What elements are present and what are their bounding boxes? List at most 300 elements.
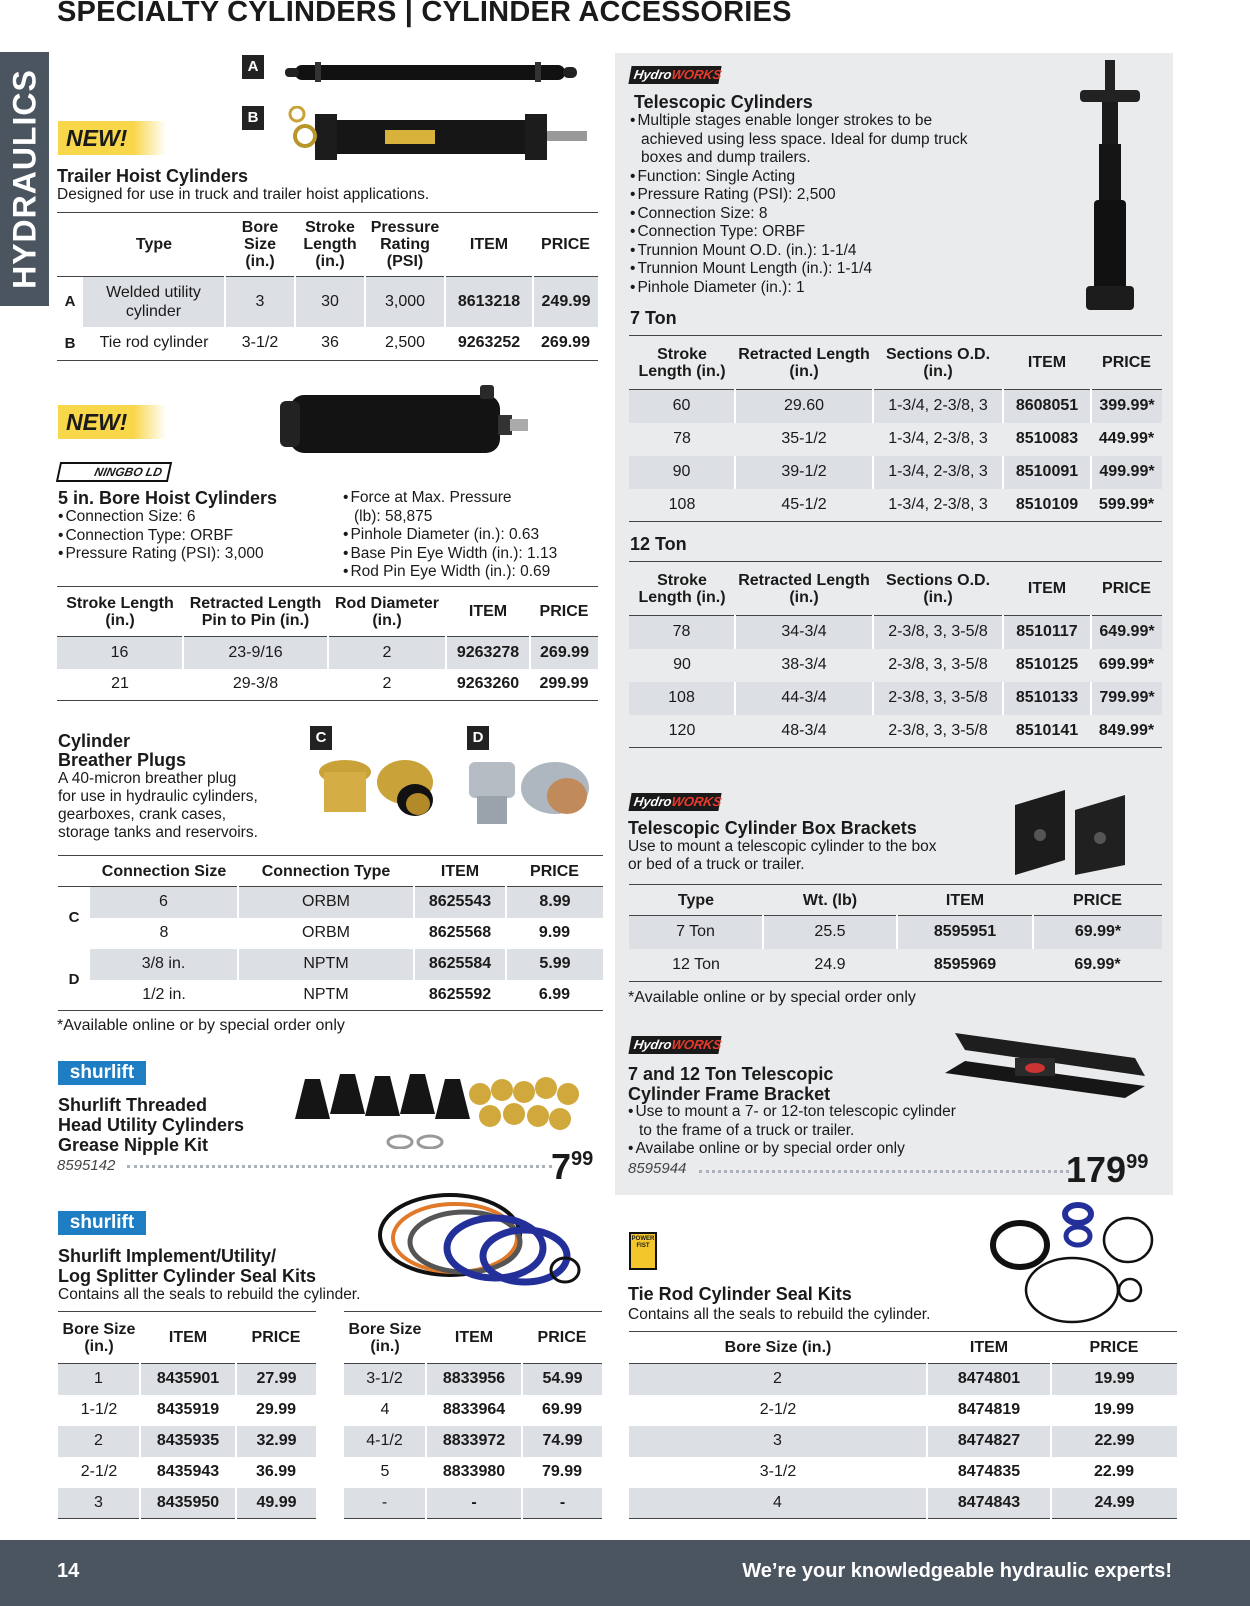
cell: 8 bbox=[159, 924, 169, 941]
bore-hoist-bullets-right bbox=[343, 489, 593, 582]
cell: 36.99 bbox=[255, 1463, 297, 1480]
cell: 12 Ton bbox=[672, 955, 720, 973]
cell: 108 bbox=[668, 495, 696, 513]
cell: 108 bbox=[629, 682, 735, 715]
cell: 8833956 bbox=[426, 1364, 522, 1395]
cell: 8435901 bbox=[140, 1364, 236, 1395]
cell: 8625568 bbox=[428, 924, 492, 941]
col-stroke: Stroke Length (in.) bbox=[638, 571, 726, 606]
table-row bbox=[57, 327, 598, 361]
desc-line: Use to mount a telescopic cylinder to the box bbox=[628, 838, 937, 855]
col-type: Type bbox=[135, 236, 173, 253]
cell: 8.99 bbox=[506, 887, 603, 918]
table-row bbox=[629, 682, 1162, 715]
col-price: PRICE bbox=[537, 1329, 587, 1346]
desc-line: gearboxes, crank cases, bbox=[58, 806, 227, 823]
cell: 79.99 bbox=[541, 1463, 583, 1480]
table-row bbox=[629, 1364, 1177, 1395]
title-line: Head Utility Cylinders bbox=[58, 1115, 245, 1135]
bullet: • Multiple stages enable longer strokes to be achieved using less space. Ideal for dump truck boxes and dump trailers. bbox=[630, 112, 998, 168]
table-row bbox=[57, 669, 598, 701]
cell: 1-3/4, 2-3/8, 3 bbox=[873, 456, 1003, 489]
cell: 8625584 bbox=[414, 949, 506, 980]
cell: 7 Ton bbox=[629, 916, 763, 949]
dotted-leader bbox=[699, 1170, 1069, 1173]
cell: 1-1/2 bbox=[80, 1401, 118, 1418]
price-cents: 99 bbox=[1126, 1151, 1149, 1173]
bullet: • Function: Single Acting bbox=[630, 168, 1010, 187]
cell: ORBM bbox=[238, 887, 414, 918]
col-item: ITEM bbox=[1027, 580, 1067, 597]
col-item: ITEM bbox=[469, 236, 509, 253]
col-conn-type: Connection Type bbox=[261, 862, 391, 880]
table-row bbox=[629, 390, 1162, 423]
cell: 249.99 bbox=[533, 277, 598, 327]
seal-kits-table-right bbox=[344, 1311, 602, 1519]
trailer-hoist-table bbox=[57, 212, 598, 361]
breather-table bbox=[58, 855, 603, 1011]
cell: 2 bbox=[58, 1426, 140, 1457]
cell: 8613218 bbox=[445, 277, 533, 327]
cell: 38-3/4 bbox=[781, 656, 827, 673]
image-label-a: A bbox=[242, 55, 264, 79]
image-label-c: C bbox=[310, 726, 332, 750]
table-row bbox=[58, 1457, 316, 1488]
col-sections: Sections O.D. (in.) bbox=[885, 571, 991, 606]
table-row bbox=[629, 649, 1162, 682]
page-number: 14 bbox=[57, 1560, 80, 1582]
cell: 269.99 bbox=[530, 637, 598, 669]
cell: 30 bbox=[295, 277, 365, 327]
cell: 2-3/8, 3, 3-5/8 bbox=[888, 721, 988, 739]
ningbo-logo: NINGBO LD bbox=[56, 462, 172, 482]
page-title: SPECIALTY CYLINDERS | CYLINDER ACCESSORIES bbox=[57, 0, 792, 28]
bullet: • Connection Size: 8 bbox=[630, 205, 1010, 224]
table-row bbox=[58, 1395, 316, 1426]
col-item: ITEM bbox=[1027, 354, 1067, 371]
telescopic-title: Telescopic Cylinders bbox=[634, 92, 813, 112]
col-price: PRICE bbox=[541, 236, 590, 253]
cell: NPTM bbox=[238, 949, 414, 980]
table-row bbox=[58, 980, 603, 1011]
table-row bbox=[58, 1426, 316, 1457]
bullet: • Pinhole Diameter (in.): 1 bbox=[630, 279, 1010, 298]
box-brackets-footnote: *Available online or by special order only bbox=[628, 989, 916, 1006]
cell: 8595969 bbox=[933, 955, 997, 973]
cell: 32.99 bbox=[236, 1426, 316, 1457]
cell: 3 bbox=[629, 1426, 927, 1457]
cell: 4 bbox=[380, 1401, 390, 1418]
tie-rod-seals-table bbox=[629, 1331, 1177, 1519]
col-price: PRICE bbox=[251, 1329, 301, 1346]
cell: 22.99 bbox=[1051, 1426, 1177, 1457]
col-price: PRICE bbox=[530, 862, 579, 880]
cell: 8625543 bbox=[414, 887, 506, 918]
cell: 8595951 bbox=[897, 916, 1033, 949]
cell: 8510133 bbox=[1003, 682, 1091, 715]
col-bore: Bore Size (in.) bbox=[62, 1320, 136, 1355]
side-tab-label: HYDRAULICS bbox=[6, 69, 42, 289]
cell: 34-3/4 bbox=[735, 616, 873, 649]
frame-bracket-image bbox=[945, 1028, 1165, 1108]
cell: 3 bbox=[225, 277, 295, 327]
cell: - bbox=[522, 1488, 602, 1519]
bullet: • Pinhole Diameter (in.): 0.63 bbox=[343, 526, 593, 545]
hydroworks-logo: HydroWORKS bbox=[628, 793, 721, 811]
col-retracted: Retracted Length (in.) bbox=[738, 345, 870, 380]
col-retracted: Retracted Length Pin to Pin (in.) bbox=[189, 594, 322, 629]
col-item: ITEM bbox=[168, 1329, 208, 1346]
bore-hoist-cylinder-image bbox=[280, 385, 535, 465]
frame-bracket-sku: 8595944 bbox=[628, 1160, 687, 1177]
cell: 19.99 bbox=[1051, 1364, 1177, 1395]
grease-nipple-kit-image bbox=[290, 1064, 590, 1149]
brass-breather-plugs-image bbox=[310, 752, 445, 832]
bore-hoist-table bbox=[57, 586, 598, 701]
cell: 36 bbox=[321, 334, 339, 352]
ton7-label: 7 Ton bbox=[630, 308, 677, 328]
tie-rod-seals-image bbox=[990, 1200, 1160, 1325]
table-row bbox=[58, 1488, 316, 1519]
trailer-hoist-title: Trailer Hoist Cylinders bbox=[57, 166, 249, 186]
price-dollars: 179 bbox=[1066, 1149, 1127, 1190]
cell: 22.99 bbox=[1093, 1463, 1135, 1480]
title-line: Shurlift Threaded bbox=[58, 1095, 208, 1115]
col-item: ITEM bbox=[945, 891, 985, 909]
table-row bbox=[58, 1364, 316, 1395]
cell: 3-1/2 bbox=[759, 1463, 797, 1480]
cell: 449.99* bbox=[1098, 430, 1155, 447]
cell: 5 bbox=[380, 1463, 390, 1480]
cell: 2 bbox=[328, 637, 446, 669]
cell: 269.99 bbox=[541, 334, 590, 352]
cell: 1-3/4, 2-3/8, 3 bbox=[888, 495, 988, 513]
bullet: • Connection Type: ORBF bbox=[630, 223, 1010, 242]
table-row bbox=[629, 616, 1162, 649]
cell: ORBM bbox=[302, 924, 350, 941]
cell: 16 bbox=[57, 637, 183, 669]
ton12-label: 12 Ton bbox=[630, 534, 687, 554]
cell: 799.99* bbox=[1091, 682, 1162, 715]
cell: 8510117 bbox=[1003, 616, 1091, 649]
cell: 8510091 bbox=[1003, 456, 1091, 489]
cell: 9263252 bbox=[457, 334, 521, 352]
title-line: Cylinder Frame Bracket bbox=[628, 1084, 831, 1104]
bullet: • Pressure Rating (PSI): 3,000 bbox=[58, 545, 328, 564]
cell: 29.99 bbox=[255, 1401, 297, 1418]
cell: 8435919 bbox=[156, 1401, 220, 1418]
shurlift-logo: shurlift bbox=[58, 1061, 146, 1085]
col-price: PRICE bbox=[1073, 891, 1122, 909]
bullet: • Pressure Rating (PSI): 2,500 bbox=[630, 186, 1010, 205]
cell: 8435943 bbox=[156, 1463, 220, 1480]
image-label-b: B bbox=[242, 106, 264, 130]
table-row bbox=[58, 949, 603, 980]
col-weight: Wt. (lb) bbox=[802, 891, 858, 909]
cell: 299.99 bbox=[539, 675, 589, 693]
cell: 3-1/2 bbox=[344, 1364, 426, 1395]
bullet: • Trunnion Mount Length (in.): 1-1/4 bbox=[630, 260, 1010, 279]
cell: 39-1/2 bbox=[735, 456, 873, 489]
cell: 78 bbox=[629, 616, 735, 649]
bullet: • Rod Pin Eye Width (in.): 0.69 bbox=[343, 563, 593, 582]
table-row bbox=[57, 277, 598, 327]
seal-kits-title bbox=[58, 1246, 316, 1286]
cell: 19.99 bbox=[1093, 1401, 1135, 1418]
bore-hoist-title: 5 in. Bore Hoist Cylinders bbox=[58, 488, 278, 508]
price-cents: 99 bbox=[571, 1148, 594, 1170]
telescopic-bullets bbox=[630, 112, 1010, 297]
col-bore: Bore Size (in.) bbox=[348, 1320, 422, 1355]
table-row bbox=[344, 1426, 602, 1457]
footer-tagline: We’re your knowledgeable hydraulic experts! bbox=[742, 1560, 1172, 1582]
cell: 90 bbox=[673, 656, 691, 673]
cell: 2,500 bbox=[384, 334, 426, 352]
cell: 3-1/2 bbox=[241, 334, 279, 352]
table-row bbox=[629, 1488, 1177, 1519]
page-footer bbox=[0, 1540, 1250, 1606]
row-label: A bbox=[57, 277, 83, 327]
table-row bbox=[344, 1457, 602, 1488]
desc-line: or bed of a truck or trailer. bbox=[628, 856, 805, 873]
cell: 54.99 bbox=[522, 1364, 602, 1395]
new-badge: NEW! bbox=[58, 405, 166, 439]
cell: 8833972 bbox=[426, 1426, 522, 1457]
col-bore: Bore Size (in.) bbox=[241, 219, 279, 270]
cell: 599.99* bbox=[1098, 495, 1155, 513]
col-price: PRICE bbox=[1102, 580, 1151, 597]
desc-line: A 40-micron breather plug bbox=[58, 770, 237, 787]
title-line: Log Splitter Cylinder Seal Kits bbox=[58, 1266, 317, 1286]
table-row bbox=[344, 1364, 602, 1395]
row-label: C bbox=[58, 887, 90, 949]
col-rod: Rod Diameter (in.) bbox=[334, 594, 440, 629]
desc-line: for use in hydraulic cylinders, bbox=[58, 788, 258, 805]
bullet: • Use to mount a 7- or 12-ton telescopic cylinder to the frame of a truck or trailer. bbox=[628, 1103, 958, 1140]
cell: 1/2 in. bbox=[142, 985, 186, 1003]
col-retracted: Retracted Length (in.) bbox=[738, 571, 870, 606]
cell: 2 bbox=[382, 675, 392, 693]
side-tab bbox=[0, 52, 49, 306]
telescopic-cylinder-image bbox=[1080, 60, 1140, 322]
cell: 8474843 bbox=[927, 1488, 1051, 1519]
tie-rod-seals-title: Tie Rod Cylinder Seal Kits bbox=[628, 1284, 852, 1304]
col-price: PRICE bbox=[1089, 1339, 1139, 1356]
col-sections: Sections O.D. (in.) bbox=[885, 345, 991, 380]
col-item: ITEM bbox=[440, 862, 480, 880]
cell: 90 bbox=[629, 456, 735, 489]
cell: - bbox=[344, 1488, 426, 1519]
row-label: B bbox=[64, 334, 76, 352]
shurlift-logo: shurlift bbox=[58, 1211, 146, 1235]
cell: 9263260 bbox=[456, 675, 520, 693]
cell: 8510141 bbox=[1015, 721, 1079, 739]
title-line: Shurlift Implement/Utility/ bbox=[58, 1246, 277, 1266]
welded-cylinder-image bbox=[285, 56, 580, 88]
col-stroke: Stroke Length (in.) bbox=[638, 345, 726, 380]
cell: 8474827 bbox=[927, 1426, 1051, 1457]
box-brackets-table bbox=[629, 884, 1162, 982]
cell: 3 bbox=[58, 1488, 140, 1519]
breather-title-2: Breather Plugs bbox=[58, 750, 187, 770]
breather-title-1: Cylinder bbox=[58, 731, 131, 751]
table-row bbox=[629, 1457, 1177, 1488]
cell: 8608051 bbox=[1003, 390, 1091, 423]
cell: 9.99 bbox=[538, 924, 571, 941]
col-stroke: Stroke Length (in.) bbox=[66, 594, 174, 629]
box-brackets-image bbox=[1010, 790, 1135, 875]
frame-bracket-title bbox=[628, 1064, 833, 1104]
col-pressure: Pressure Rating (PSI) bbox=[370, 219, 440, 270]
power-fist-logo: POWER FIST bbox=[629, 1232, 657, 1270]
col-bore: Bore Size (in.) bbox=[724, 1339, 832, 1356]
breather-desc bbox=[58, 770, 258, 842]
col-price: PRICE bbox=[1102, 354, 1151, 371]
cell: 8833964 bbox=[442, 1401, 506, 1418]
tie-rod-cylinder-image bbox=[285, 106, 595, 174]
cell: 8435950 bbox=[140, 1488, 236, 1519]
hydroworks-logo: HydroWORKS bbox=[628, 1036, 721, 1054]
frame-bracket-bullets bbox=[628, 1103, 958, 1159]
cell: 120 bbox=[668, 721, 696, 739]
table-row bbox=[629, 949, 1162, 982]
cell: 69.99* bbox=[1074, 955, 1121, 973]
cell: 25.5 bbox=[763, 916, 897, 949]
cell: 3/8 in. bbox=[90, 949, 238, 980]
table-row bbox=[57, 637, 598, 669]
cell: - bbox=[426, 1488, 522, 1519]
cell: 49.99 bbox=[236, 1488, 316, 1519]
col-item: ITEM bbox=[468, 603, 508, 620]
frame-bracket-price bbox=[1066, 1144, 1148, 1188]
bullet: • Trunnion Mount O.D. (in.): 1-1/4 bbox=[630, 242, 1010, 261]
cell: 6 bbox=[90, 887, 238, 918]
cell: 649.99* bbox=[1091, 616, 1162, 649]
cell: 69.99* bbox=[1033, 916, 1162, 949]
cell: 48-3/4 bbox=[781, 721, 827, 739]
breather-footnote: *Available online or by special order only bbox=[57, 1017, 345, 1034]
table-row bbox=[629, 489, 1162, 522]
cell: 35-1/2 bbox=[781, 430, 827, 447]
cell: 60 bbox=[629, 390, 735, 423]
cell: 6.99 bbox=[538, 985, 571, 1003]
grease-kit-sku: 8595142 bbox=[57, 1157, 116, 1174]
box-brackets-desc bbox=[628, 838, 936, 874]
col-stroke: Stroke Length (in.) bbox=[303, 219, 357, 270]
telescopic-12ton-table bbox=[629, 561, 1162, 748]
cell: 2-3/8, 3, 3-5/8 bbox=[888, 656, 988, 673]
dotted-leader bbox=[127, 1165, 552, 1168]
table-row bbox=[629, 1395, 1177, 1426]
bore-hoist-bullets-left bbox=[58, 508, 328, 564]
cell: 849.99* bbox=[1098, 721, 1155, 739]
cell: 8435935 bbox=[140, 1426, 236, 1457]
cell: 8474835 bbox=[957, 1463, 1021, 1480]
cell: 8510109 bbox=[1015, 495, 1079, 513]
cell: 24.9 bbox=[814, 955, 846, 973]
cell: Tie rod cylinder bbox=[99, 334, 209, 352]
grease-kit-price bbox=[551, 1141, 593, 1185]
cell: 699.99* bbox=[1098, 656, 1155, 673]
cell: 4-1/2 bbox=[344, 1426, 426, 1457]
cell: 1 bbox=[58, 1364, 140, 1395]
cell: 9263278 bbox=[446, 637, 530, 669]
telescopic-7ton-table bbox=[629, 335, 1162, 522]
cell: 8510083 bbox=[1015, 430, 1079, 447]
cell: 5.99 bbox=[506, 949, 603, 980]
table-row bbox=[58, 887, 603, 918]
cell: 499.99* bbox=[1091, 456, 1162, 489]
cell: 2-1/2 bbox=[80, 1463, 118, 1480]
image-label-d: D bbox=[467, 726, 489, 750]
cell: NPTM bbox=[303, 985, 349, 1003]
steel-breather-plugs-image bbox=[467, 752, 597, 832]
table-row bbox=[629, 715, 1162, 748]
bullet: • Force at Max. Pressure (lb): 58,875 bbox=[343, 489, 518, 526]
cell: 4 bbox=[629, 1488, 927, 1519]
cell: 29-3/8 bbox=[232, 675, 279, 693]
cell: 1-3/4, 2-3/8, 3 bbox=[888, 430, 988, 447]
cell: 78 bbox=[673, 430, 691, 447]
trailer-hoist-desc: Designed for use in truck and trailer hoist applications. bbox=[57, 186, 430, 203]
cell: 8833980 bbox=[442, 1463, 506, 1480]
cell: 24.99 bbox=[1051, 1488, 1177, 1519]
cell: 21 bbox=[111, 675, 129, 693]
grease-kit-title bbox=[58, 1095, 244, 1155]
cell: 29.60 bbox=[735, 390, 873, 423]
title-line: 7 and 12 Ton Telescopic bbox=[628, 1064, 834, 1084]
cell: 23-9/16 bbox=[183, 637, 328, 669]
col-price: PRICE bbox=[539, 603, 589, 620]
cell: 8625592 bbox=[428, 985, 492, 1003]
tie-rod-seals-desc: Contains all the seals to rebuild the cylinder. bbox=[628, 1306, 931, 1323]
col-item: ITEM bbox=[454, 1329, 494, 1346]
bullet: • Connection Size: 6 bbox=[58, 508, 328, 527]
price-dollars: 7 bbox=[551, 1146, 572, 1187]
table-row bbox=[629, 423, 1162, 456]
seal-kits-desc: Contains all the seals to rebuild the cylinder. bbox=[58, 1286, 361, 1303]
cell: 2-3/8, 3, 3-5/8 bbox=[873, 682, 1003, 715]
bullet: • Connection Type: ORBF bbox=[58, 527, 328, 546]
cell: 3,000 bbox=[365, 277, 445, 327]
cell: 1-3/4, 2-3/8, 3 bbox=[873, 390, 1003, 423]
cell: 74.99 bbox=[522, 1426, 602, 1457]
table-row bbox=[629, 916, 1162, 949]
cell: 27.99 bbox=[236, 1364, 316, 1395]
box-brackets-title: Telescopic Cylinder Box Brackets bbox=[628, 818, 917, 838]
bullet: • Base Pin Eye Width (in.): 1.13 bbox=[343, 545, 593, 564]
bullet: • Availabe online or by special order only bbox=[628, 1140, 958, 1159]
table-row bbox=[344, 1395, 602, 1426]
cell: 2-3/8, 3, 3-5/8 bbox=[873, 616, 1003, 649]
cell: 69.99 bbox=[541, 1401, 583, 1418]
hydroworks-logo: HydroWORKS bbox=[628, 66, 721, 84]
new-badge: NEW! bbox=[58, 121, 166, 155]
table-row bbox=[629, 456, 1162, 489]
cell: 8474819 bbox=[957, 1401, 1021, 1418]
seal-kits-table-left bbox=[58, 1311, 316, 1519]
col-item: ITEM bbox=[969, 1339, 1009, 1356]
cell: 2 bbox=[629, 1364, 927, 1395]
cell: 2-1/2 bbox=[759, 1401, 797, 1418]
col-type: Type bbox=[677, 891, 715, 909]
cell: Welded utility cylinder bbox=[83, 277, 225, 327]
cell: 8474801 bbox=[927, 1364, 1051, 1395]
cell: 8510125 bbox=[1015, 656, 1079, 673]
table-row bbox=[58, 918, 603, 949]
cell: 44-3/4 bbox=[735, 682, 873, 715]
table-row bbox=[629, 1426, 1177, 1457]
